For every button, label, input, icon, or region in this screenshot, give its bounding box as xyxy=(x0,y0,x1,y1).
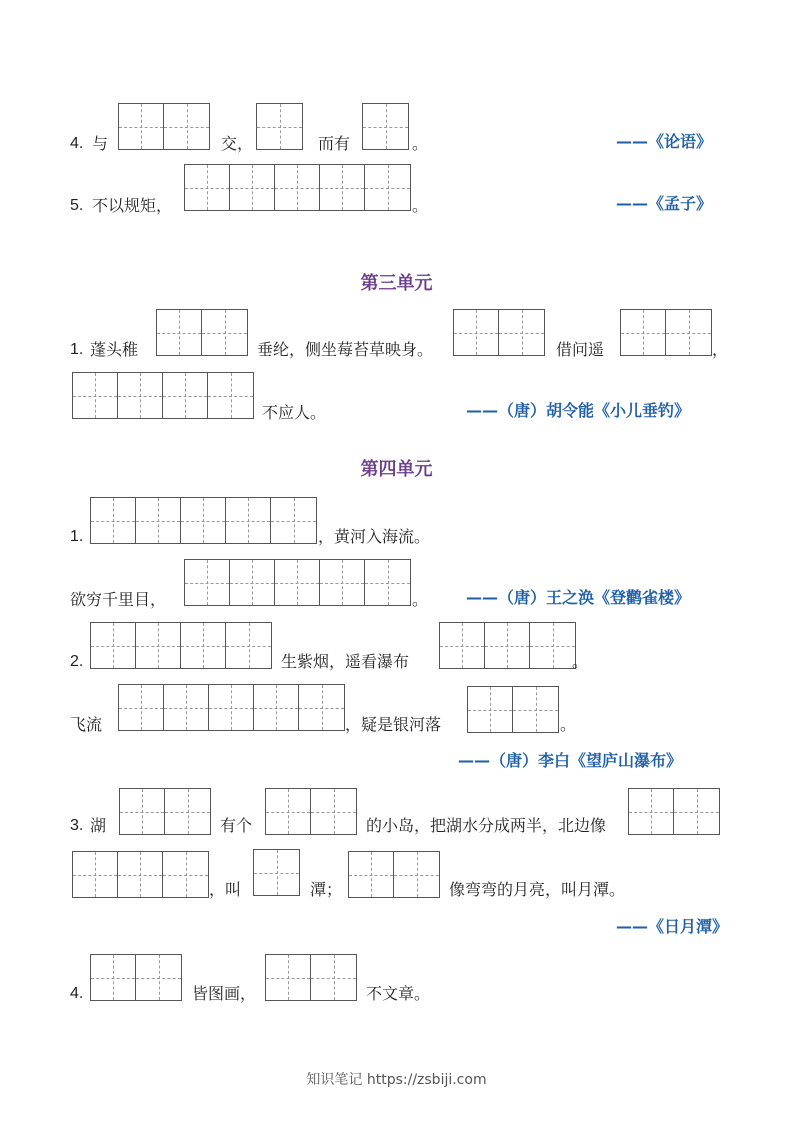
prompt-text: 不应人。 xyxy=(262,403,327,422)
source-citation: ——《孟子》 xyxy=(616,194,713,213)
prompt-text: 。 xyxy=(412,134,429,153)
answer-grid-2[interactable] xyxy=(265,788,357,835)
answer-grid-2[interactable] xyxy=(90,954,182,1001)
prompt-text: 欲穷千里目， xyxy=(70,590,167,609)
answer-grid-2[interactable] xyxy=(620,309,712,356)
item-number: 4. xyxy=(70,135,84,152)
prompt-text: ， xyxy=(712,340,729,359)
answer-grid-5[interactable] xyxy=(90,497,317,544)
answer-grid-3[interactable] xyxy=(72,851,209,898)
prompt-text: ，叫 xyxy=(209,880,242,899)
prompt-text: 。 xyxy=(572,652,589,671)
section-heading: 第三单元 xyxy=(360,273,433,294)
prompt-text: 交， xyxy=(221,134,254,153)
prompt-text: 借问遥 xyxy=(556,340,605,359)
item-number: 2. xyxy=(70,653,84,670)
prompt-text: 与 xyxy=(92,134,109,153)
answer-grid-2[interactable] xyxy=(265,954,357,1001)
section-heading: 第四单元 xyxy=(360,459,433,480)
prompt-text: 飞流 xyxy=(70,715,103,734)
prompt-text: ，黄河入海流。 xyxy=(318,527,431,546)
answer-grid-2[interactable] xyxy=(118,103,210,150)
prompt-text: 。 xyxy=(412,590,429,609)
answer-grid-1[interactable] xyxy=(362,103,409,150)
prompt-text: 潭； xyxy=(310,880,343,899)
prompt-text: 。 xyxy=(560,715,577,734)
source-citation: ——《论语》 xyxy=(616,132,713,151)
source-citation: ——（唐）李白《望庐山瀑布》 xyxy=(458,751,683,770)
prompt-text: 生紫烟，遥看瀑布 xyxy=(281,652,410,671)
item-number: 5. xyxy=(70,197,84,214)
item-number: 4. xyxy=(70,985,84,1002)
prompt-text: 不文章。 xyxy=(366,984,431,1003)
answer-grid-3[interactable] xyxy=(439,622,576,669)
answer-grid-5[interactable] xyxy=(184,559,411,606)
prompt-text: 而有 xyxy=(318,134,351,153)
source-citation: ——《日月潭》 xyxy=(616,917,729,936)
answer-grid-1[interactable] xyxy=(253,849,300,896)
prompt-text: 皆图画， xyxy=(192,984,257,1003)
source-citation: ——（唐）王之涣《登鹳雀楼》 xyxy=(466,588,691,607)
answer-grid-5[interactable] xyxy=(184,164,411,211)
item-number: 1. xyxy=(70,528,84,545)
prompt-text: 湖 xyxy=(90,816,107,835)
answer-grid-2[interactable] xyxy=(348,851,440,898)
prompt-text: 的小岛，把湖水分成两半，北边像 xyxy=(366,816,607,835)
answer-grid-2[interactable] xyxy=(156,309,248,356)
page-footer: 知识笔记 https://zsbiji.com xyxy=(306,1072,487,1088)
answer-grid-4[interactable] xyxy=(90,622,272,669)
answer-grid-4[interactable] xyxy=(72,372,254,419)
answer-grid-2[interactable] xyxy=(628,788,720,835)
item-number: 3. xyxy=(70,817,84,834)
answer-grid-5[interactable] xyxy=(118,684,345,731)
source-citation: ——（唐）胡令能《小儿垂钓》 xyxy=(466,401,691,420)
prompt-text: ，疑是银河落 xyxy=(345,715,442,734)
answer-grid-1[interactable] xyxy=(256,103,303,150)
item-number: 1. xyxy=(70,341,84,358)
prompt-text: 有个 xyxy=(220,816,253,835)
prompt-text: 不以规矩， xyxy=(92,196,173,215)
answer-grid-2[interactable] xyxy=(453,309,545,356)
prompt-text: 像弯弯的月亮，叫月潭。 xyxy=(449,880,626,899)
answer-grid-2[interactable] xyxy=(467,686,559,733)
prompt-text: 垂纶，侧坐莓苔草映身。 xyxy=(257,340,434,359)
prompt-text: 。 xyxy=(412,196,429,215)
prompt-text: 蓬头稚 xyxy=(90,340,139,359)
answer-grid-2[interactable] xyxy=(119,788,211,835)
